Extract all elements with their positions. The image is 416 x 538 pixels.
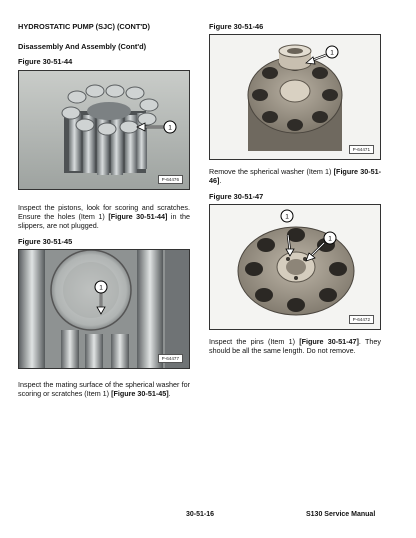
photo-pistons (18, 70, 190, 190)
figure-caption: Figure 30-51-47 (209, 192, 264, 201)
photo-spherical-washer (18, 249, 190, 369)
photo-code: P-64471 (349, 145, 374, 154)
page-number: 30-51-16 (186, 511, 215, 518)
figure-ref: [Figure 30-51-44] (108, 212, 168, 221)
paragraph-spherical-washer (18, 380, 190, 398)
photo-code: P-64477 (158, 354, 183, 363)
paragraph-remove-washer (209, 167, 381, 185)
figure-caption: Figure 30-51-46 (209, 22, 264, 31)
text: . (219, 176, 222, 185)
photo-code: P-64472 (349, 315, 374, 324)
paragraph-pistons (18, 203, 190, 230)
callout-1: 1 (99, 284, 103, 292)
figure-ref: [Figure 30-51-46] (209, 167, 381, 185)
text: Remove the spherical washer (Item 1) (209, 167, 334, 176)
paragraph-pins (209, 337, 381, 355)
photo-cylinder-block-washer (209, 34, 381, 160)
text: . (168, 389, 171, 398)
text: in the slippers, are not plugged. (18, 212, 190, 230)
manual-title: S130 Service Manual (306, 511, 376, 518)
photo-code: P-64476 (158, 175, 183, 184)
photo-cylinder-block-pins (209, 204, 381, 330)
callout-1a: 1 (285, 213, 289, 221)
text: . They should be all the same length. Do not remove. (209, 337, 381, 355)
callout-1b: 1 (328, 235, 332, 243)
text: Inspect the pins (Item 1) (209, 337, 300, 346)
text: Inspect the mating surface of the spherical washer for scoring or scratches (Item 1) (18, 380, 190, 398)
figure-caption: Figure 30-51-45 (18, 237, 73, 246)
figure-caption: Figure 30-51-44 (18, 57, 73, 66)
figure-ref: [Figure 30-51-47] (299, 337, 359, 346)
callout-1: 1 (168, 124, 172, 132)
callout-1: 1 (330, 49, 334, 57)
section-subtitle: Disassembly And Assembly (Cont'd) (18, 42, 147, 51)
figure-ref: [Figure 30-51-45] (111, 389, 169, 398)
section-title: HYDROSTATIC PUMP (SJC) (CONT'D) (18, 22, 150, 31)
text: Inspect the pistons, look for scoring and scratches. Ensure the holes (Item 1) (18, 203, 190, 221)
